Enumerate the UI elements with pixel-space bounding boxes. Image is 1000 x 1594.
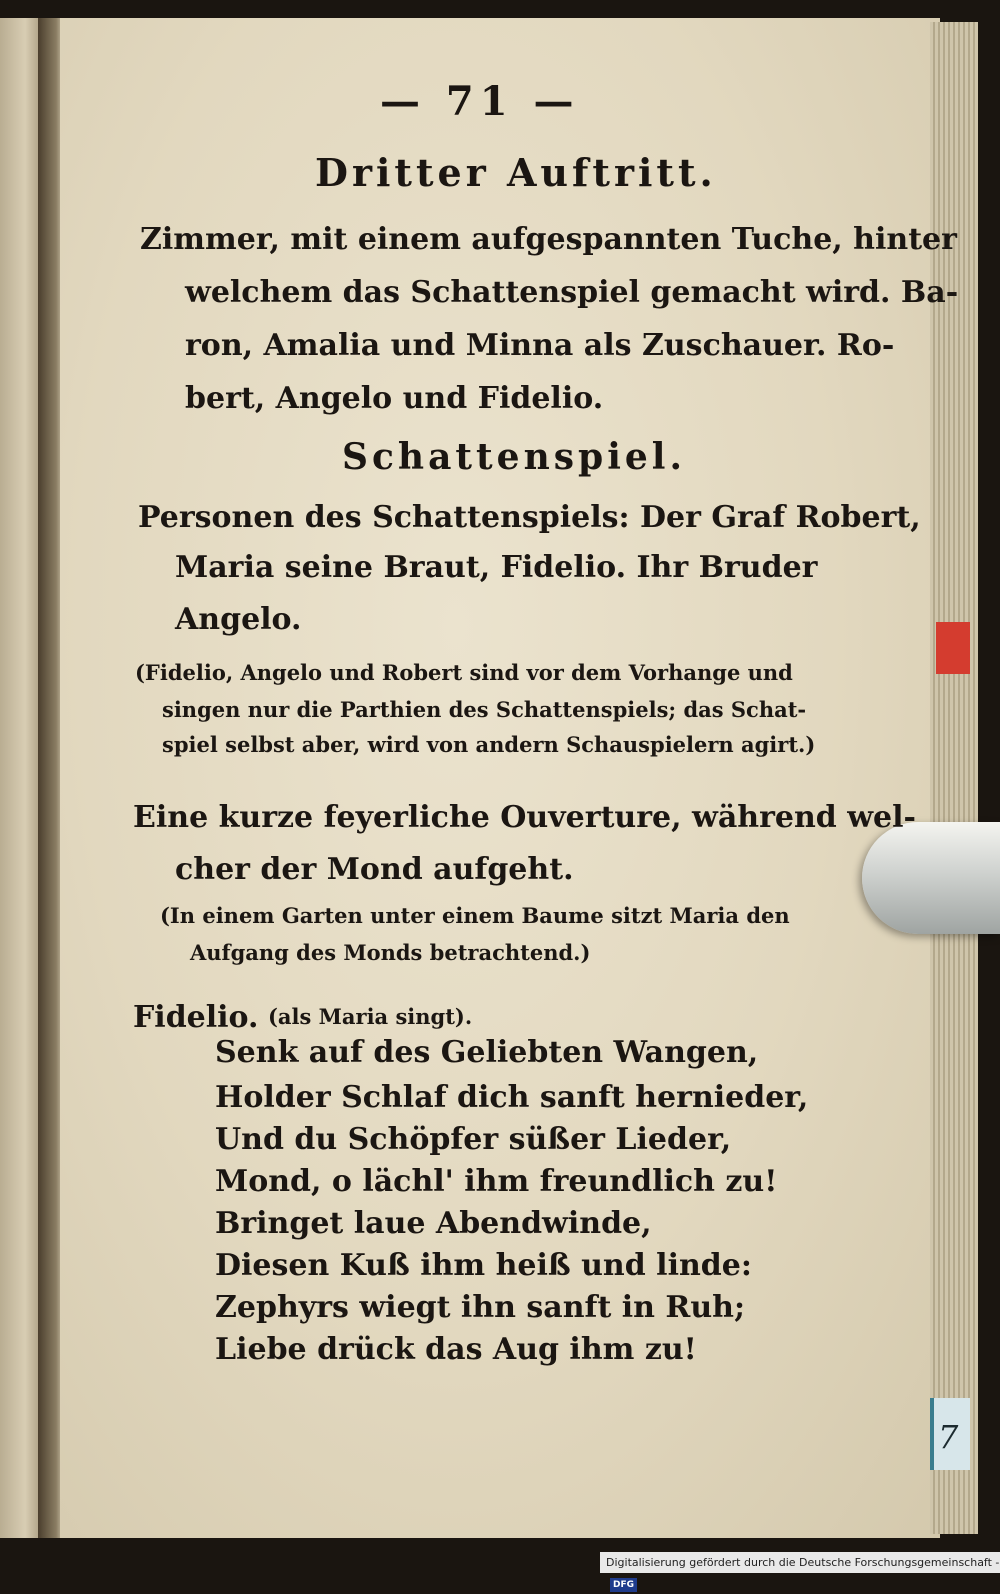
red-bookmark-tab [936,622,970,674]
overture-line: cher der Mond aufgeht. [175,852,574,887]
verse-line: Liebe drück das Aug ihm zu! [215,1332,697,1367]
section-heading: Schattenspiel. [342,436,686,478]
personae-line: Personen des Schattenspiels: Der Graf Robert, [138,500,921,535]
verse-line: Senk auf des Geliebten Wangen, [215,1035,759,1070]
note-line: spiel selbst aber, wird von andern Schauspielern agirt.) [162,732,816,757]
left-page-edge [0,18,42,1538]
overture-line: Eine kurze feyerliche Ouverture, während wel- [133,800,916,835]
personae-line: Angelo. [175,602,302,637]
note-line: singen nur die Parthien des Schattenspiels; das Schat- [162,697,807,722]
verse-line: Und du Schöpfer süßer Lieder, [215,1122,732,1157]
garden-note-line: Aufgang des Monds betrachtend.) [190,940,591,965]
page-number: — 71 — [380,78,580,125]
stage-direction-line: welchem das Schattenspiel gemacht wird. Ba- [185,275,959,310]
verse-line: Bringet laue Abendwinde, [215,1206,652,1241]
scene-heading: Dritter Auftritt. [315,150,717,195]
verse-line: Mond, o lächl' ihm freundlich zu! [215,1164,778,1199]
dfg-logo: DFG [610,1578,637,1592]
verse-line: Diesen Kuß ihm heiß und linde: [215,1248,752,1283]
garden-note-line: (In einem Garten unter einem Baume sitzt Maria den [160,903,790,928]
verse-line: Zephyrs wiegt ihn sanft in Ruh; [215,1290,746,1325]
stage-direction-line: bert, Angelo und Fidelio. [185,381,604,416]
page-clip [862,822,1000,934]
digitization-footer [600,1552,1000,1590]
note-line: (Fidelio, Angelo und Robert sind vor dem Vorhange und [135,660,793,685]
stamp-mark: 7 [938,1418,959,1456]
stage-direction-line: Zimmer, mit einem aufgespannten Tuche, hinter [140,222,957,257]
verse-line: Holder Schlaf dich sanft hernieder, [215,1080,809,1115]
footer-text: Digitalisierung gefördert durch die Deutsche Forschungsgemeinschaft - [606,1556,1000,1569]
stage-direction-line: ron, Amalia und Minna als Zuschauer. Ro- [185,328,895,363]
speaker-name: Fidelio. [133,1000,259,1035]
personae-line: Maria seine Braut, Fidelio. Ihr Bruder [175,550,818,585]
speaker-direction: (als Maria singt). [268,1004,473,1029]
